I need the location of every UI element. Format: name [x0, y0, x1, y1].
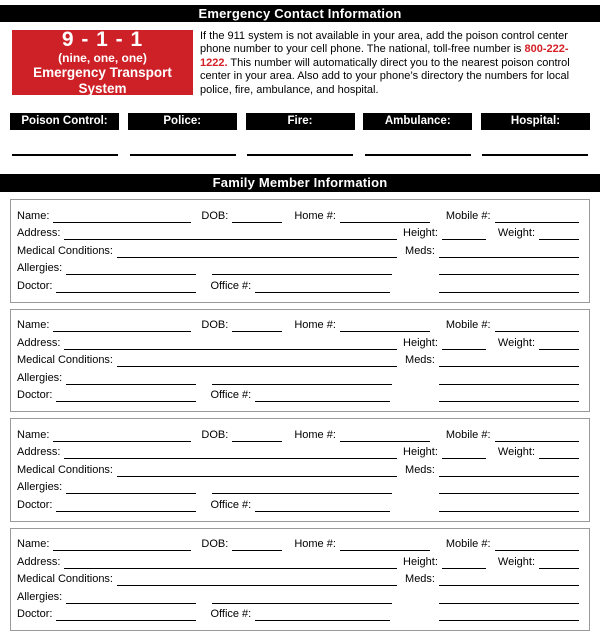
member-row-doctor	[17, 604, 579, 622]
doctor-label: Doctor:	[17, 498, 53, 511]
office-number-label: Office #:	[210, 279, 252, 292]
height-fill-line[interactable]	[442, 338, 486, 350]
allergies-fill-line-2[interactable]	[212, 373, 392, 385]
name-label: Name:	[17, 319, 50, 332]
mobile-number-label: Mobile #:	[445, 538, 491, 551]
dob-fill-line[interactable]	[232, 320, 282, 332]
instructions-before-phone: If the 911 system is not available in your area, add the poison control center phone number to your cell phone. The national, toll-free number is	[200, 30, 568, 56]
mobile-number-label: Mobile #:	[445, 319, 491, 332]
office-number-label: Office #:	[210, 608, 252, 621]
911-badge	[12, 30, 193, 95]
medical-conditions-fill-line[interactable]	[117, 246, 397, 258]
weight-fill-line[interactable]	[539, 447, 579, 459]
member-row-name	[17, 315, 579, 333]
dob-label: DOB:	[201, 319, 229, 332]
meds-fill-line-2[interactable]	[439, 373, 579, 385]
medical-conditions-fill-line[interactable]	[117, 355, 397, 367]
name-fill-line[interactable]	[53, 320, 191, 332]
meds-fill-line[interactable]	[439, 465, 579, 477]
contact-label-poison-control: Poison Control:	[10, 113, 119, 130]
home-number-label: Home #:	[294, 209, 336, 222]
medical-conditions-fill-line[interactable]	[117, 465, 397, 477]
dob-label: DOB:	[201, 538, 229, 551]
doctor-label: Doctor:	[17, 389, 53, 402]
allergies-fill-line[interactable]	[66, 373, 196, 385]
dob-fill-line[interactable]	[232, 539, 282, 551]
allergies-fill-line-2[interactable]	[212, 482, 392, 494]
family-member-card	[10, 528, 590, 631]
height-label: Height:	[403, 227, 438, 240]
office-number-label: Office #:	[210, 498, 252, 511]
office-number-fill-line[interactable]	[255, 281, 390, 293]
intro-section	[0, 30, 600, 97]
contact-label-police: Police:	[128, 113, 237, 130]
doctor-label: Doctor:	[17, 279, 53, 292]
office-number-fill-line[interactable]	[255, 390, 390, 402]
address-fill-line[interactable]	[64, 447, 397, 459]
member-row-medical	[17, 350, 579, 368]
medical-conditions-label: Medical Conditions:	[17, 463, 113, 476]
emergency-section-header	[0, 5, 600, 22]
home-number-label: Home #:	[294, 428, 336, 441]
allergies-label: Allergies:	[17, 590, 63, 603]
meds-label: Meds:	[405, 463, 435, 476]
name-fill-line[interactable]	[53, 539, 191, 551]
doctor-label: Doctor:	[17, 608, 53, 621]
home-number-label: Home #:	[294, 538, 336, 551]
meds-fill-line[interactable]	[439, 574, 579, 586]
member-row-doctor	[17, 494, 579, 512]
member-row-address	[17, 442, 579, 460]
member-row-allergies	[17, 258, 579, 276]
member-row-address	[17, 332, 579, 350]
member-row-medical	[17, 569, 579, 587]
medical-conditions-label: Medical Conditions:	[17, 244, 113, 257]
office-number-fill-line[interactable]	[255, 500, 390, 512]
meds-fill-line-2[interactable]	[439, 592, 579, 604]
meds-fill-line-3[interactable]	[439, 281, 579, 293]
doctor-fill-line[interactable]	[56, 390, 196, 402]
home-number-fill-line[interactable]	[340, 430, 430, 442]
member-row-name	[17, 534, 579, 552]
meds-fill-line[interactable]	[439, 246, 579, 258]
member-row-name	[17, 205, 579, 223]
family-member-card	[10, 418, 590, 522]
mobile-number-fill-line[interactable]	[495, 211, 579, 223]
allergies-fill-line-2[interactable]	[212, 263, 392, 275]
mobile-number-fill-line[interactable]	[495, 320, 579, 332]
member-row-doctor	[17, 275, 579, 293]
member-row-doctor	[17, 385, 579, 403]
emergency-contact-labels	[0, 113, 600, 130]
medical-conditions-label: Medical Conditions:	[17, 573, 113, 586]
home-number-label: Home #:	[294, 319, 336, 332]
meds-fill-line-3[interactable]	[439, 500, 579, 512]
member-row-allergies	[17, 586, 579, 604]
weight-label: Weight:	[497, 446, 535, 459]
meds-label: Meds:	[405, 354, 435, 367]
home-number-fill-line[interactable]	[340, 539, 430, 551]
meds-fill-line-3[interactable]	[439, 390, 579, 402]
address-fill-line[interactable]	[64, 228, 397, 240]
weight-label: Weight:	[497, 555, 535, 568]
allergies-fill-line-2[interactable]	[212, 592, 392, 604]
home-number-fill-line[interactable]	[340, 211, 430, 223]
dob-fill-line[interactable]	[232, 211, 282, 223]
meds-label: Meds:	[405, 573, 435, 586]
weight-label: Weight:	[497, 227, 535, 240]
allergies-label: Allergies:	[17, 481, 63, 494]
member-row-medical	[17, 459, 579, 477]
address-label: Address:	[17, 555, 61, 568]
doctor-fill-line[interactable]	[56, 609, 196, 621]
name-label: Name:	[17, 538, 50, 551]
height-label: Height:	[403, 336, 438, 349]
address-label: Address:	[17, 336, 61, 349]
weight-fill-line[interactable]	[539, 338, 579, 350]
mobile-number-label: Mobile #:	[445, 428, 491, 441]
contact-label-ambulance: Ambulance:	[363, 113, 472, 130]
doctor-fill-line[interactable]	[56, 500, 196, 512]
medical-conditions-label: Medical Conditions:	[17, 354, 113, 367]
allergies-label: Allergies:	[17, 371, 63, 384]
allergies-fill-line[interactable]	[66, 482, 196, 494]
mobile-number-fill-line[interactable]	[495, 430, 579, 442]
emergency-section-title: Emergency Contact Information	[198, 6, 402, 21]
name-fill-line[interactable]	[53, 430, 191, 442]
instructions-after-phone: This number will automatically direct you to the nearest poison control center in your area. Also add to your phone’s directory the numbers for local police, fire, ambulance, and hospital.	[200, 56, 570, 96]
emergency-contact-fill-lines	[0, 130, 600, 156]
meds-fill-line-3[interactable]	[439, 609, 579, 621]
meds-fill-line-2[interactable]	[439, 263, 579, 275]
poison-control-instructions	[200, 30, 592, 97]
height-fill-line[interactable]	[442, 447, 486, 459]
member-row-name	[17, 424, 579, 442]
member-row-allergies	[17, 477, 579, 495]
name-fill-line[interactable]	[53, 211, 191, 223]
weight-fill-line[interactable]	[539, 228, 579, 240]
member-row-allergies	[17, 367, 579, 385]
mobile-number-fill-line[interactable]	[495, 539, 579, 551]
medical-conditions-fill-line[interactable]	[117, 574, 397, 586]
poison-control-phone-number: 800-222-1222.	[200, 43, 569, 69]
office-number-fill-line[interactable]	[255, 609, 390, 621]
hospital-fill-line[interactable]	[482, 152, 588, 156]
name-label: Name:	[17, 428, 50, 441]
office-number-label: Office #:	[210, 389, 252, 402]
doctor-fill-line[interactable]	[56, 281, 196, 293]
meds-fill-line[interactable]	[439, 355, 579, 367]
height-label: Height:	[403, 446, 438, 459]
contact-label-fire: Fire:	[246, 113, 355, 130]
meds-fill-line-2[interactable]	[439, 482, 579, 494]
meds-label: Meds:	[405, 244, 435, 257]
911-number: 9 - 1 - 1	[61, 28, 144, 51]
dob-fill-line[interactable]	[232, 430, 282, 442]
weight-label: Weight:	[497, 336, 535, 349]
poison-control-fill-line[interactable]	[12, 152, 118, 156]
home-number-fill-line[interactable]	[340, 320, 430, 332]
family-member-card	[10, 309, 590, 413]
dob-label: DOB:	[201, 428, 229, 441]
address-label: Address:	[17, 446, 61, 459]
allergies-fill-line[interactable]	[66, 592, 196, 604]
height-fill-line[interactable]	[442, 228, 486, 240]
member-row-address	[17, 223, 579, 241]
contact-label-hospital: Hospital:	[481, 113, 590, 130]
allergies-label: Allergies:	[17, 262, 63, 275]
allergies-fill-line[interactable]	[66, 263, 196, 275]
911-words: (nine, one, one)	[58, 51, 147, 65]
mobile-number-label: Mobile #:	[445, 209, 491, 222]
family-members	[0, 199, 600, 631]
weight-fill-line[interactable]	[539, 557, 579, 569]
ambulance-fill-line[interactable]	[365, 152, 471, 156]
dob-label: DOB:	[201, 209, 229, 222]
family-member-card	[10, 199, 590, 303]
member-row-medical	[17, 240, 579, 258]
fire-fill-line[interactable]	[247, 152, 353, 156]
address-label: Address:	[17, 227, 61, 240]
police-fill-line[interactable]	[130, 152, 236, 156]
911-subtitle: Emergency Transport System	[33, 65, 172, 96]
address-fill-line[interactable]	[64, 338, 397, 350]
family-section-title: Family Member Information	[212, 175, 388, 191]
height-fill-line[interactable]	[442, 557, 486, 569]
address-fill-line[interactable]	[64, 557, 397, 569]
member-row-address	[17, 551, 579, 569]
family-section-header	[0, 174, 600, 192]
name-label: Name:	[17, 209, 50, 222]
height-label: Height:	[403, 555, 438, 568]
